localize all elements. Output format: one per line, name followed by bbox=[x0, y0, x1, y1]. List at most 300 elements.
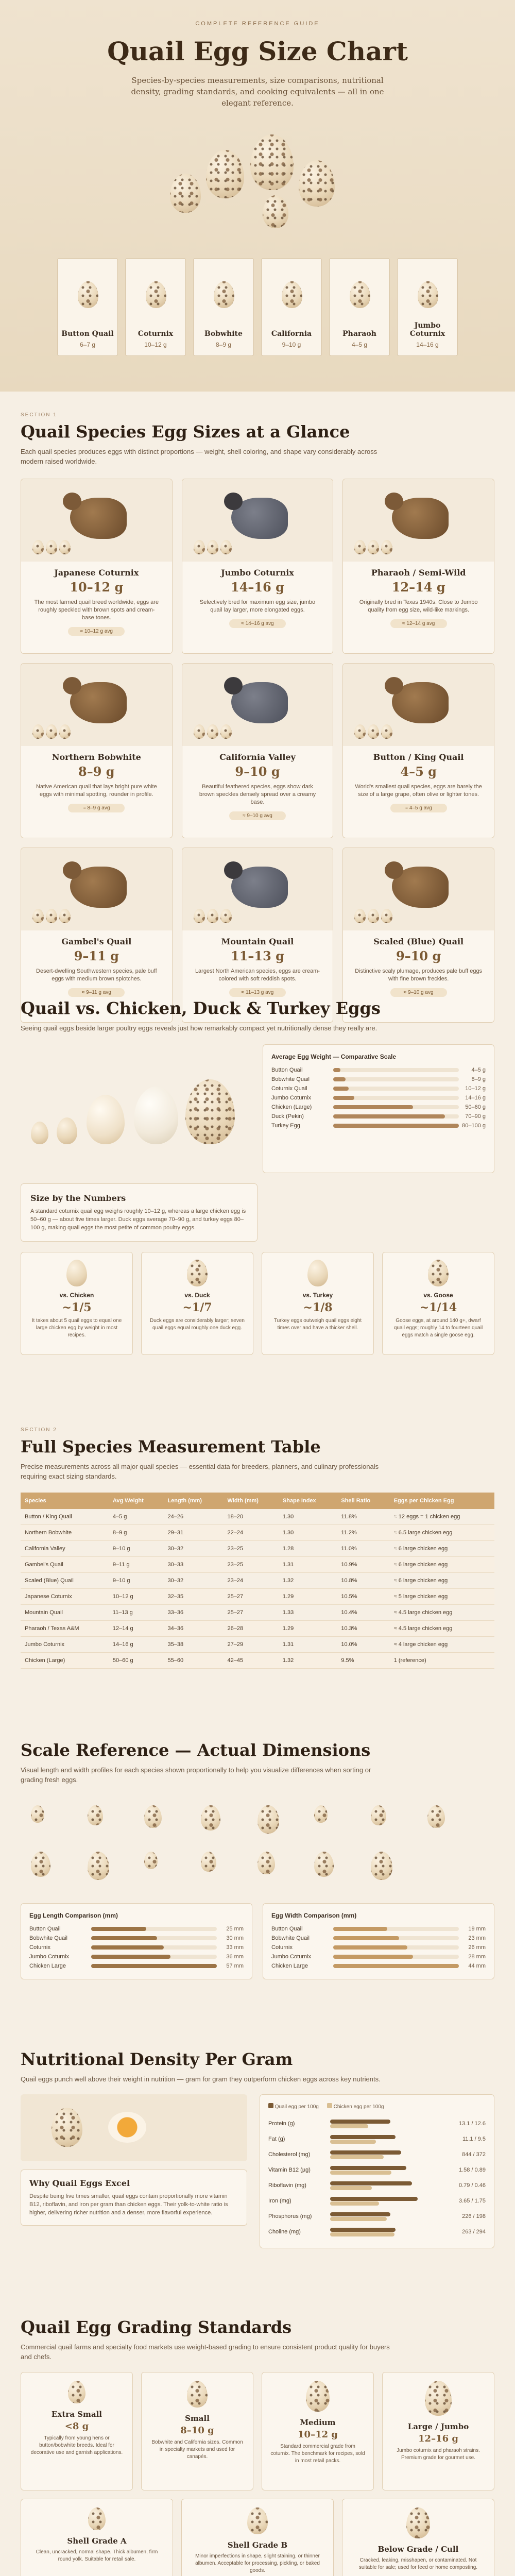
chart-bar bbox=[91, 1927, 146, 1931]
egg-illustration bbox=[314, 1852, 334, 1877]
section-title: Nutritional Density Per Gram bbox=[21, 2049, 293, 2069]
table-cell: 23–25 bbox=[224, 1557, 279, 1573]
breed-name: Button Quail bbox=[61, 330, 114, 338]
chart-value-label: 8–9 g bbox=[471, 1076, 486, 1082]
chart-row bbox=[271, 1103, 486, 1112]
species-name: Jumbo Coturnix bbox=[221, 568, 294, 578]
chart-bar bbox=[330, 2197, 418, 2201]
nutrition-row bbox=[268, 2178, 486, 2193]
grading-section bbox=[0, 2313, 515, 2576]
species-tag: ≈ 9–10 g avg bbox=[390, 988, 447, 997]
table-cell: 25–27 bbox=[224, 1589, 279, 1605]
ratio-value: ~1/8 bbox=[303, 1301, 333, 1314]
nutrient-label: Vitamin B12 (µg) bbox=[268, 2167, 311, 2173]
egg-illustration bbox=[220, 540, 232, 554]
egg-illustration bbox=[371, 1805, 386, 1825]
egg-illustration bbox=[314, 1805, 328, 1823]
quail-icon bbox=[231, 867, 288, 908]
egg-illustration bbox=[220, 909, 232, 923]
weight-chart-card bbox=[263, 1044, 494, 1173]
table-cell: 8–9 g bbox=[109, 1525, 164, 1541]
breed-card bbox=[261, 258, 322, 356]
table-cell: ≈ 4 large chicken egg bbox=[390, 1637, 494, 1653]
table-row bbox=[21, 1621, 494, 1637]
chart-bar-track bbox=[330, 2166, 439, 2174]
quail-icon bbox=[231, 498, 288, 539]
table-cell: 9.5% bbox=[337, 1653, 389, 1669]
table-cell: 25–27 bbox=[224, 1605, 279, 1621]
species-name: Gambel's Quail bbox=[61, 937, 132, 946]
breed-name: Jumbo Coturnix bbox=[409, 321, 445, 338]
table-cell: 30–32 bbox=[163, 1573, 223, 1589]
chart-bar bbox=[333, 1964, 459, 1968]
species-name: Japanese Coturnix bbox=[54, 568, 139, 578]
quail-icon bbox=[231, 682, 288, 723]
grade-card bbox=[21, 2372, 133, 2490]
chart-bar-track bbox=[333, 1096, 459, 1100]
species-desc: World's smallest quail species, eggs are barely the size of a large grape, often olive or lighter tones. bbox=[355, 784, 482, 798]
egg-illustration bbox=[59, 909, 71, 923]
egg-illustration bbox=[88, 2507, 106, 2530]
species-tag: ≈ 4–5 g avg bbox=[390, 804, 447, 812]
shell-grade-grid bbox=[21, 2499, 494, 2576]
quail-photo bbox=[21, 479, 172, 562]
chart-bar-track bbox=[333, 1955, 459, 1959]
grade-name: Small bbox=[185, 2414, 210, 2423]
breed-weight: 10–12 g bbox=[144, 341, 167, 348]
table-cell: 1.29 bbox=[279, 1621, 337, 1637]
chart-bar-track bbox=[91, 1945, 217, 1950]
egg-illustration bbox=[144, 1852, 158, 1869]
table-cell: 10.8% bbox=[337, 1573, 389, 1589]
hero-subtitle: Species-by-species measurements, size comparisons, nutritional density, grading standards, and cooking equivalents — all in one elegant reference. bbox=[131, 76, 384, 108]
table-cell: 18–20 bbox=[224, 1509, 279, 1525]
grade-range: <8 g bbox=[64, 2421, 89, 2432]
quail-photo bbox=[21, 664, 172, 746]
egg-illustration bbox=[207, 909, 218, 923]
table-cell: 55–60 bbox=[163, 1653, 223, 1669]
compare-egg-row bbox=[21, 1044, 247, 1173]
chart-category-label: Coturnix Quail bbox=[271, 1086, 307, 1092]
chart-bar bbox=[330, 2181, 412, 2185]
ratio-card bbox=[382, 1252, 494, 1355]
table-cell: 1.30 bbox=[279, 1509, 337, 1525]
chart-bar bbox=[330, 2135, 396, 2139]
breed-name: Coturnix bbox=[138, 330, 174, 338]
chart-bar-track bbox=[91, 1964, 217, 1968]
section-desc: Quail eggs punch well above their weight in nutrition — gram for gram they outperform chicken eggs across key nutrients. bbox=[21, 2075, 381, 2083]
egg-illustration bbox=[201, 1852, 216, 1872]
egg-illustration bbox=[427, 1805, 445, 1828]
species-tag: ≈ 14–16 g avg bbox=[229, 619, 286, 628]
chart-bar bbox=[333, 1955, 413, 1959]
chart-bar-track bbox=[333, 1114, 459, 1118]
table-header-cell: Species bbox=[21, 1493, 109, 1509]
quail-icon bbox=[392, 682, 449, 723]
nutrition-row bbox=[268, 2131, 486, 2147]
chart-row bbox=[271, 1924, 486, 1934]
weight-bar-chart bbox=[271, 1065, 486, 1130]
table-row bbox=[21, 1525, 494, 1541]
grade-name: Medium bbox=[300, 2418, 336, 2427]
chart-value-label: 44 mm bbox=[468, 1963, 486, 1969]
table-cell: 23–25 bbox=[224, 1541, 279, 1557]
quail-photo bbox=[182, 479, 333, 562]
egg-illustration bbox=[258, 1805, 279, 1834]
table-cell: 50–60 g bbox=[109, 1653, 164, 1669]
grade-card bbox=[262, 2372, 374, 2490]
egg-illustration bbox=[88, 1805, 103, 1825]
chart-bar bbox=[333, 1124, 459, 1128]
chart-bar bbox=[91, 1936, 157, 1940]
egg-illustration bbox=[350, 281, 370, 308]
quail-icon bbox=[70, 498, 127, 539]
egg-illustration bbox=[187, 1260, 208, 1286]
chart-bar bbox=[330, 2228, 396, 2232]
table-cell: Pharaoh / Texas A&M bbox=[21, 1621, 109, 1637]
grade-card bbox=[21, 2499, 173, 2576]
chart-bar bbox=[330, 2166, 406, 2170]
species-weight: 9–10 g bbox=[396, 948, 441, 963]
chart-bar bbox=[333, 1945, 407, 1950]
table-cell: 1 (reference) bbox=[390, 1653, 494, 1669]
egg-illustration bbox=[194, 724, 205, 739]
chart-bar-track bbox=[330, 2120, 439, 2128]
page-title: Quail Egg Size Chart bbox=[107, 36, 408, 66]
chart-bar bbox=[333, 1105, 413, 1109]
table-cell: 33–36 bbox=[163, 1605, 223, 1621]
chart-category-label: Chicken Large bbox=[271, 1963, 308, 1969]
chart-bar-track bbox=[333, 1936, 459, 1940]
table-cell: 29–31 bbox=[163, 1525, 223, 1541]
chart-value-label: 30 mm bbox=[226, 1935, 244, 1941]
egg-illustration bbox=[307, 1260, 328, 1286]
numbers-card bbox=[21, 1183, 258, 1242]
grade-card bbox=[382, 2372, 494, 2490]
nutrition-row bbox=[268, 2116, 486, 2131]
egg-illustration bbox=[52, 2108, 82, 2147]
chart-row bbox=[271, 1112, 486, 1121]
table-cell: 10.0% bbox=[337, 1637, 389, 1653]
section-desc: Each quail species produces eggs with distinct proportions — weight, shell coloring, and shape vary considerably across modern raised worldwide. bbox=[21, 448, 377, 465]
hero-egg-cluster bbox=[149, 129, 366, 232]
species-desc: Native American quail that lays bright pure white eggs with minimal spotting, rounder in profile. bbox=[36, 784, 157, 798]
grade-desc: Cracked, leaking, misshapen, or contaminated. Not suitable for sale; used for feed or home composting. bbox=[358, 2557, 478, 2570]
chart-category-label: Turkey Egg bbox=[271, 1123, 300, 1129]
species-tag: ≈ 9–10 g avg bbox=[229, 811, 286, 820]
quail-photo bbox=[182, 664, 333, 746]
table-cell: Chicken (Large) bbox=[21, 1653, 109, 1669]
species-weight: 11–13 g bbox=[231, 948, 284, 963]
species-tag: ≈ 9–11 g avg bbox=[68, 988, 125, 997]
table-header-row bbox=[21, 1493, 494, 1509]
egg-illustration bbox=[381, 909, 392, 923]
chart-value-label: 80–100 g bbox=[462, 1123, 486, 1129]
grade-range: 8–10 g bbox=[180, 2425, 214, 2436]
quail-egg-icon bbox=[31, 1122, 48, 1144]
grade-name: Shell Grade B bbox=[227, 2540, 288, 2550]
nutrition-chart-card bbox=[260, 2094, 494, 2248]
legend-chicken bbox=[327, 2103, 384, 2110]
chart-category-label: Button Quail bbox=[29, 1926, 61, 1932]
table-cell: 1.31 bbox=[279, 1557, 337, 1573]
chart-bar-track bbox=[333, 1964, 459, 1968]
chart-bar bbox=[333, 1087, 349, 1091]
species-desc: Distinctive scaly plumage, produces pale buff eggs with fine brown freckles. bbox=[355, 968, 483, 982]
egg-illustration bbox=[46, 724, 57, 739]
breed-card bbox=[193, 258, 254, 356]
chart-bar-track bbox=[330, 2135, 439, 2143]
table-cell: 11–13 g bbox=[109, 1605, 164, 1621]
table-cell: ≈ 6 large chicken egg bbox=[390, 1557, 494, 1573]
chart-value-label: 28 mm bbox=[468, 1954, 486, 1960]
table-cell: 9–10 g bbox=[109, 1573, 164, 1589]
species-desc: Originally bred in Texas 1940s. Close to Jumbo quality from egg size, wild-like markings. bbox=[359, 599, 478, 613]
chart-bar bbox=[330, 2217, 387, 2221]
egg-illustration bbox=[31, 1805, 44, 1823]
grade-card bbox=[141, 2372, 253, 2490]
species-card bbox=[182, 479, 334, 654]
egg-illustration bbox=[59, 724, 71, 739]
grade-range: 10–12 g bbox=[298, 2429, 338, 2440]
egg-illustration bbox=[368, 909, 379, 923]
chart-value-label: 26 mm bbox=[468, 1944, 486, 1951]
species-card bbox=[21, 663, 173, 838]
table-cell: 24–26 bbox=[163, 1509, 223, 1525]
chart-title: Average Egg Weight — Comparative Scale bbox=[271, 1053, 397, 1060]
chart-bar-track bbox=[333, 1068, 459, 1072]
chart-row bbox=[271, 1084, 486, 1093]
quail-icon bbox=[392, 498, 449, 539]
chart-category-label: Duck (Pekin) bbox=[271, 1113, 304, 1120]
chart-value-label: 23 mm bbox=[468, 1935, 486, 1941]
table-row bbox=[21, 1637, 494, 1653]
chart-bar-track bbox=[330, 2228, 439, 2236]
table-cell: 11.8% bbox=[337, 1509, 389, 1525]
egg-illustration bbox=[282, 281, 302, 308]
ratio-desc: It takes about 5 quail eggs to equal one large chicken egg by weight in most recipes. bbox=[31, 1318, 122, 1338]
chart-category-label: Bobwhite Quail bbox=[271, 1076, 310, 1082]
species-card bbox=[182, 663, 334, 838]
nutrient-label: Cholesterol (mg) bbox=[268, 2151, 311, 2158]
table-cell: Northern Bobwhite bbox=[21, 1525, 109, 1541]
species-tag: ≈ 8–9 g avg bbox=[68, 804, 125, 812]
egg-illustration bbox=[220, 724, 232, 739]
ratio-value: ~1/14 bbox=[419, 1301, 457, 1314]
grade-desc: Standard commercial grade from coturnix. The benchmark for recipes, sold in most retail packs. bbox=[270, 2444, 365, 2464]
egg-illustration bbox=[299, 160, 335, 207]
nutrient-label: Protein (g) bbox=[268, 2121, 295, 2127]
table-cell: 42–45 bbox=[224, 1653, 279, 1669]
chart-bar-track bbox=[330, 2197, 439, 2205]
chart-bar bbox=[330, 2120, 390, 2124]
table-cell: ≈ 6 large chicken egg bbox=[390, 1573, 494, 1589]
grade-desc: Typically from young hens or button/bobwhite breeds. Ideal for decorative use and garnish applications. bbox=[30, 2435, 123, 2455]
table-header-cell: Width (mm) bbox=[224, 1493, 279, 1509]
species-name: Button / King Quail bbox=[373, 752, 464, 762]
chart-category-label: Button Quail bbox=[271, 1926, 303, 1932]
chart-bar-track bbox=[333, 1105, 459, 1109]
nutrition-bar-chart bbox=[268, 2116, 486, 2240]
table-header-cell: Shell Ratio bbox=[337, 1493, 389, 1509]
width-chart-card bbox=[263, 1903, 494, 1979]
chart-row bbox=[29, 1934, 244, 1943]
species-desc: Selectively bred for maximum egg size, jumbo quail lay larger, more elongated eggs. bbox=[199, 599, 316, 613]
table-row bbox=[21, 1605, 494, 1621]
chicken-egg-icon bbox=[87, 1095, 125, 1144]
breed-weight: 8–9 g bbox=[215, 341, 232, 348]
egg-illustration bbox=[78, 281, 98, 308]
chart-category-label: Chicken Large bbox=[29, 1963, 66, 1969]
why-desc: Despite being five times smaller, quail eggs contain proportionally more vitamin B12, riboflavin, and iron per gram than chicken eggs. Their yolk-to-white ratio is higher, delivering richer nutrition and a denser, more flavorful experience. bbox=[29, 2193, 228, 2216]
quail-photo bbox=[343, 664, 494, 746]
table-row bbox=[21, 1573, 494, 1589]
table-cell: ≈ 4.5 large chicken egg bbox=[390, 1621, 494, 1637]
chart-row bbox=[271, 1943, 486, 1952]
ratio-value: ~1/5 bbox=[62, 1301, 92, 1314]
breed-card bbox=[125, 258, 186, 356]
table-row bbox=[21, 1557, 494, 1573]
chart-bar bbox=[330, 2171, 391, 2175]
table-cell: Mountain Quail bbox=[21, 1605, 109, 1621]
species-grid bbox=[21, 479, 494, 1023]
ratio-label: vs. Duck bbox=[184, 1292, 210, 1299]
ratio-card bbox=[21, 1252, 133, 1355]
nutrient-value: 3.65 / 1.75 bbox=[459, 2198, 486, 2204]
egg-illustration bbox=[263, 195, 288, 228]
species-name: Pharaoh / Semi-Wild bbox=[371, 568, 466, 578]
table-cell: 22–24 bbox=[224, 1525, 279, 1541]
table-cell: 10.4% bbox=[337, 1605, 389, 1621]
width-bar-chart bbox=[271, 1924, 486, 1971]
chart-title: Egg Width Comparison (mm) bbox=[271, 1912, 357, 1919]
nutrient-value: 844 / 372 bbox=[462, 2151, 486, 2158]
section-title: Scale Reference — Actual Dimensions bbox=[21, 1740, 371, 1760]
quail-photo bbox=[182, 848, 333, 930]
table-cell: 34–36 bbox=[163, 1621, 223, 1637]
table-row bbox=[21, 1509, 494, 1525]
grade-desc: Jumbo coturnix and pharaoh strains. Premium grade for gourmet use. bbox=[397, 2448, 480, 2461]
chart-bar bbox=[330, 2201, 379, 2206]
table-row bbox=[21, 1653, 494, 1669]
chart-bar-track bbox=[333, 1087, 459, 1091]
species-weight: 14–16 g bbox=[231, 580, 284, 595]
chart-value-label: 10–12 g bbox=[465, 1086, 486, 1092]
quail-icon bbox=[392, 867, 449, 908]
egg-illustration bbox=[406, 2507, 430, 2538]
ratio-value: ~1/7 bbox=[182, 1301, 212, 1314]
chart-bar-track bbox=[330, 2212, 439, 2221]
chart-row bbox=[271, 1093, 486, 1103]
chart-bar bbox=[330, 2140, 376, 2144]
nutrient-value: 13.1 / 12.6 bbox=[459, 2121, 486, 2127]
chart-value-label: 33 mm bbox=[226, 1944, 244, 1951]
chart-bar bbox=[91, 1964, 217, 1968]
egg-illustration bbox=[68, 2381, 85, 2403]
species-desc: Largest North American species, eggs are cream-colored with soft reddish spots. bbox=[195, 968, 320, 982]
table-cell: Japanese Coturnix bbox=[21, 1589, 109, 1605]
section-desc: Precise measurements across all major quail species — essential data for breeders, planners, and culinary professionals requiring exact sizing standards. bbox=[21, 1463, 379, 1480]
nutrition-photo bbox=[21, 2094, 247, 2161]
chart-value-label: 25 mm bbox=[226, 1926, 244, 1932]
grade-name: Large / Jumbo bbox=[407, 2422, 469, 2431]
chart-bar bbox=[333, 1068, 340, 1072]
nutrient-value: 263 / 294 bbox=[462, 2229, 486, 2235]
egg-illustration bbox=[32, 724, 44, 739]
turkey-egg-icon bbox=[185, 1079, 235, 1144]
ratio-grid bbox=[21, 1252, 494, 1355]
chart-row bbox=[271, 1961, 486, 1971]
breed-card bbox=[397, 258, 458, 356]
chart-bar bbox=[330, 2124, 368, 2128]
egg-illustration bbox=[88, 1852, 109, 1880]
legend-quail bbox=[268, 2103, 319, 2110]
chart-bar bbox=[333, 1077, 346, 1081]
egg-illustration bbox=[194, 909, 205, 923]
table-cell: 1.32 bbox=[279, 1573, 337, 1589]
egg-illustration bbox=[206, 150, 244, 198]
table-cell: 11.0% bbox=[337, 1541, 389, 1557]
chart-bar-track bbox=[333, 1077, 459, 1081]
breed-name: Pharaoh bbox=[342, 330, 376, 338]
egg-illustration bbox=[214, 281, 234, 308]
legend-swatch bbox=[268, 2103, 273, 2108]
species-desc: The most farmed quail breed worldwide, eggs are roughly speckled with brown spots and cream-base tones. bbox=[34, 599, 159, 621]
chart-row bbox=[271, 1952, 486, 1961]
nutrient-value: 1.58 / 0.89 bbox=[459, 2167, 486, 2173]
egg-illustration bbox=[207, 724, 218, 739]
nutrient-label: Choline (mg) bbox=[268, 2229, 301, 2235]
egg-illustration bbox=[418, 281, 438, 308]
chart-value-label: 57 mm bbox=[226, 1963, 244, 1969]
chart-bar-track bbox=[330, 2181, 439, 2190]
chart-row bbox=[271, 1934, 486, 1943]
nutrient-label: Phosphorus (mg) bbox=[268, 2213, 312, 2219]
nutrient-label: Iron (mg) bbox=[268, 2198, 291, 2204]
compare-section bbox=[0, 994, 515, 1355]
section-desc: Commercial quail farms and specialty food markets use weight-based grading to ensure consistent product quality for buyers and chefs. bbox=[21, 2343, 390, 2361]
table-cell: 35–38 bbox=[163, 1637, 223, 1653]
egg-illustration bbox=[354, 724, 366, 739]
egg-illustration bbox=[250, 134, 294, 190]
species-weight: 8–9 g bbox=[78, 764, 115, 779]
breed-weight: 14–16 g bbox=[416, 341, 439, 348]
quail-icon bbox=[70, 867, 127, 908]
quail-photo bbox=[21, 848, 172, 930]
chart-bar-track bbox=[330, 2150, 439, 2159]
chart-bar bbox=[91, 1955, 170, 1959]
quail-icon bbox=[70, 682, 127, 723]
nutrition-row bbox=[268, 2193, 486, 2209]
ratio-label: vs. Goose bbox=[423, 1292, 453, 1299]
species-name: Mountain Quail bbox=[221, 937, 294, 946]
species-tag: ≈ 11–13 g avg bbox=[229, 988, 286, 997]
nutrition-row bbox=[268, 2162, 486, 2178]
chart-bar bbox=[333, 1114, 445, 1118]
hero bbox=[0, 0, 515, 392]
chart-bar bbox=[330, 2232, 394, 2236]
numbers-title: Size by the Numbers bbox=[30, 1193, 126, 1203]
why-title: Why Quail Eggs Excel bbox=[29, 2178, 130, 2188]
breed-weight: 9–10 g bbox=[282, 341, 301, 348]
species-weight: 9–10 g bbox=[235, 764, 280, 779]
table-cell: 1.31 bbox=[279, 1637, 337, 1653]
table-cell: 1.33 bbox=[279, 1605, 337, 1621]
egg-illustration bbox=[354, 540, 366, 554]
chart-row bbox=[29, 1924, 244, 1934]
grade-desc: Bobwhite and California sizes. Common in specialty markets and used for canapés. bbox=[151, 2439, 243, 2460]
table-cell: Scaled (Blue) Quail bbox=[21, 1573, 109, 1589]
